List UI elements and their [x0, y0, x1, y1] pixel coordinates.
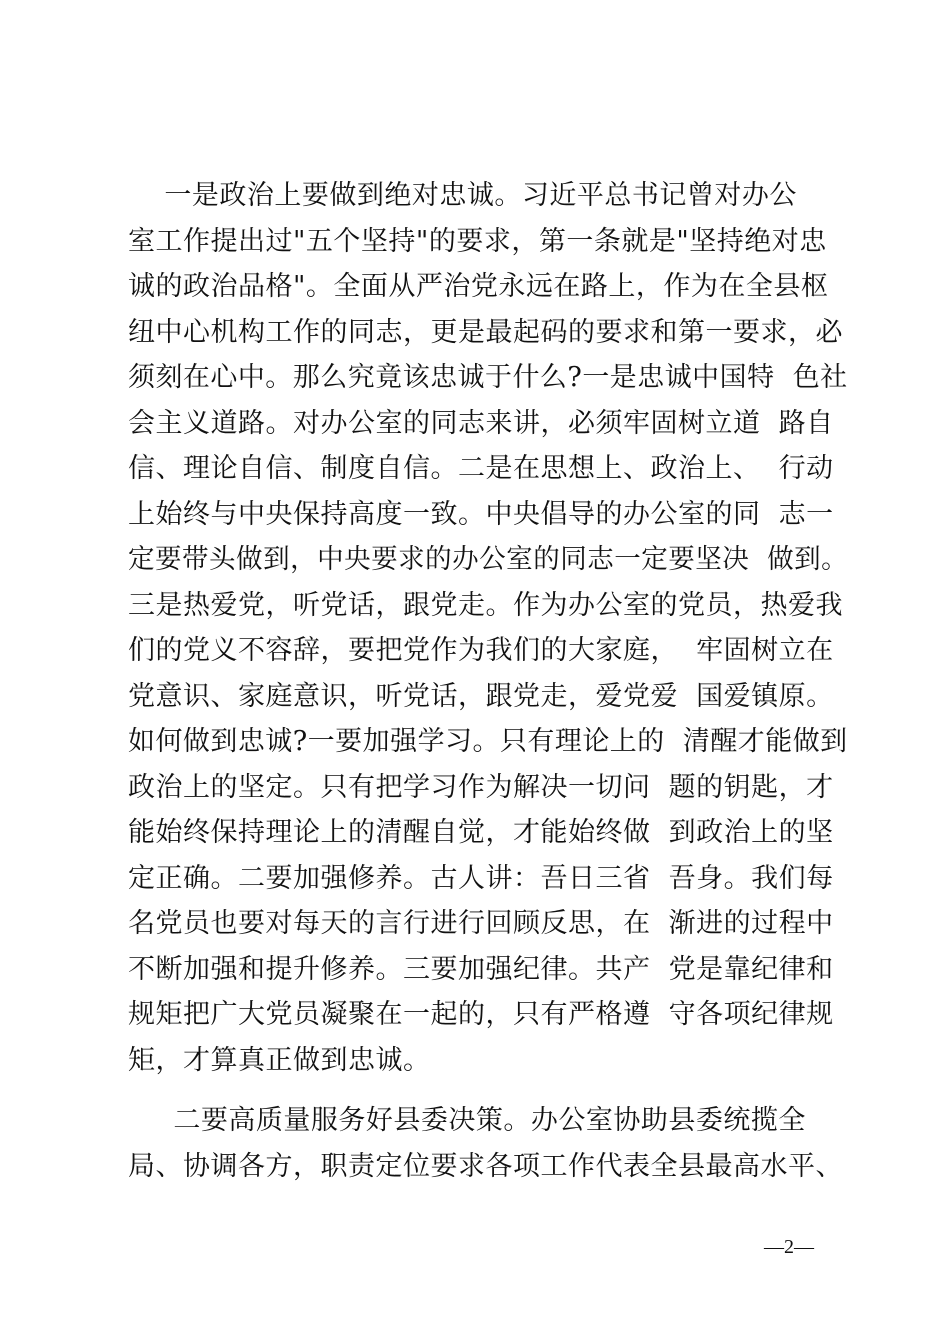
text-line: 须刻在心中。那么究竟该忠诚于什么?一是忠诚中国特 色社: [128, 362, 848, 393]
text-line: 室工作提出过"五个坚持"的要求，第一条就是"坚持绝对忠: [128, 225, 827, 257]
text-line: 如何做到忠诚?一要加强学习。只有理论上的 清醒才能做到: [128, 726, 848, 757]
paragraph-loyalty: [128, 173, 848, 1083]
text-line: 信、理论自信、制度自信。二是在思想上、政治上、 行动: [128, 453, 834, 484]
text-line: 们的党义不容辞，要把党作为我们的大家庭， 牢固树立在: [128, 635, 834, 666]
text-line: 三是热爱党，听党话，跟党走。作为办公室的党员，热爱我: [128, 589, 843, 621]
text-line: 定要带头做到，中央要求的办公室的同志一定要坚决 做到。: [128, 544, 849, 575]
text-line: 局、协调各方，职责定位要求各项工作代表全县最高水平、: [128, 1150, 843, 1182]
text-line: 不断加强和提升修养。三要加强纪律。共产 党是靠纪律和: [128, 953, 834, 985]
text-line: 矩，才算真正做到忠诚。: [128, 1044, 431, 1076]
text-line: 名党员也要对每天的言行进行回顾反思，在 渐进的过程中: [128, 908, 834, 939]
text-line: 能始终保持理论上的清醒自觉，才能始终做 到政治上的坚: [128, 817, 834, 848]
page-number: —2—: [764, 1236, 814, 1258]
text-line: 纽中心机构工作的同志，更是最起码的要求和第一要求，必: [128, 316, 843, 348]
text-line: 诚的政治品格"。全面从严治党永远在路上，作为在全县枢: [128, 271, 829, 302]
text-line: 上始终与中央保持高度一致。中央倡导的办公室的同 志一: [128, 498, 834, 530]
text-line: 会主义道路。对办公室的同志来讲，必须牢固树立道 路自: [128, 407, 834, 439]
paragraph-service: [128, 1098, 848, 1189]
text-line: 规矩把广大党员凝聚在一起的，只有严格遵 守各项纪律规: [128, 999, 834, 1030]
text-line: 党意识、家庭意识，听党话，跟党走，爱党爱 国爱镇原。: [128, 680, 834, 712]
text-line: 二要高质量服务好县委决策。办公室协助县委统揽全: [128, 1105, 806, 1136]
text-line: 一是政治上要做到绝对忠诚。习近平总书记曾对办公: [128, 180, 797, 211]
text-line: 政治上的坚定。只有把学习作为解决一切问 题的钥匙，才: [128, 771, 834, 803]
text-line: 定正确。二要加强修养。古人讲：吾日三省 吾身。我们每: [128, 862, 834, 894]
